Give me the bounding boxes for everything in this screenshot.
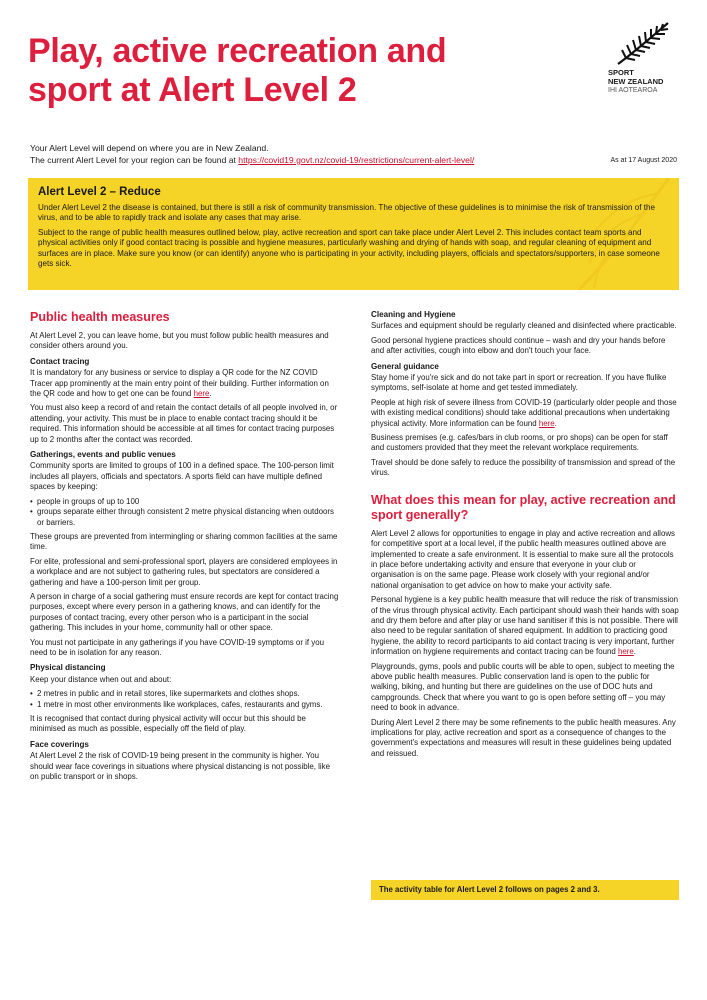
general-guidance-heading: General guidance — [371, 361, 439, 371]
general-p2-text: People at high risk of severe illness from COVID-19 (particularly older people and those with existing medical conditions) should take additional precautions when undertaking physical activity. More information can be found — [371, 397, 677, 428]
gatherings-paragraph-4: A person in charge of a social gathering must ensure records are kept for contact tracing purposes, except where every person in a gathering knows, and can identify for the purposes of contact tracing, every other person who is a participant in the social gathering. This includes in your home, community hall or other space. — [30, 591, 339, 633]
gatherings-heading: Gatherings, events and public venues — [30, 450, 176, 460]
intro-line-2 — [30, 154, 690, 166]
intro-text — [30, 142, 690, 166]
contact-tracing-paragraph-2: You must also keep a record of and retain the contact details of all people involved in, or attending, your activity. This must be in place to enable contact tracing should it be required. This information should be accessible at all times for contact tracing purposes up to 2 months after the contact was recorded. — [30, 403, 338, 444]
sport-nz-logo — [608, 20, 684, 95]
contact-tracing-paragraph-1 — [30, 368, 340, 399]
physical-distancing-heading: Physical distancing — [30, 663, 106, 673]
alert-box-title: Alert Level 2 – Reduce — [38, 186, 161, 198]
general-paragraph-2 — [371, 398, 679, 429]
gatherings-paragraph-1: Community sports are limited to groups of 100 in a defined space. The 100-person limit includes all players, officials and spectators. A sports field can have multiple defined spaces by keeping: — [30, 461, 334, 492]
silver-fern-icon — [614, 20, 672, 66]
meaning-p2-text: Personal hygiene is a key public health measure that will reduce the risk of transmission of the virus through physical activity. Each participant should wash their hands with soap and dry them before and after play or use hand sanitiser if this is not possible. There will also need to be regular sanitation of shared equipment. In addition to practicing good hygiene, the ability to record participants to aid contact tracing is very important, further information on hygiene requirements and contact tracing can be found — [371, 595, 679, 657]
high-risk-here-link[interactable]: here — [538, 418, 555, 428]
cleaning-heading: Cleaning and Hygiene — [371, 310, 456, 319]
gatherings-paragraph-5: You must not participate in any gatherings if you have COVID-19 symptoms or if you need to be in isolation for any reason. — [30, 637, 324, 657]
alert-level-box — [28, 178, 679, 290]
public-health-heading: Public health measures — [30, 310, 170, 324]
gatherings-list — [30, 497, 340, 528]
face-coverings-heading: Face coverings — [30, 739, 89, 749]
logo-line-sport: SPORT — [608, 68, 634, 77]
qr-code-here-link[interactable]: here — [193, 389, 210, 399]
meaning-paragraph-3: Playgrounds, gyms, pools and public courts will be able to open, subject to meeting the above public health measures. Public conservation land is open to the public for walking, biking, and hunting but there are guidelines on the use of DOC huts and campgrounds. Check that where you want to go is open before setting off – you may need to book in advance. — [371, 661, 675, 713]
physical-distancing-paragraph-2: It is recognised that contact during physical activity will occur but this should be minimised as much as possible, especially off the field of play. — [30, 714, 306, 734]
alert-box-paragraph-1: Under Alert Level 2 the disease is contained, but there is still a risk of community transmission. The objective of these guidelines is to minimise the risk of transmission of the virus, and to be able to rapidly track and isolate any cases that may arise. — [38, 203, 656, 223]
intro-line-2-text: The current Alert Level for your region can be found at — [30, 155, 236, 165]
physical-distancing-list — [30, 689, 340, 710]
title-line-1: Play, active recreation and — [28, 32, 447, 70]
meaning-p2-end: . — [633, 647, 636, 657]
public-health-intro: At Alert Level 2, you can leave home, but you must follow public health measures and consider others around you. — [30, 331, 329, 351]
physical-distancing-paragraph-1: Keep your distance when out and about: — [30, 674, 172, 684]
logo-line-nz: NEW ZEALAND — [608, 77, 664, 86]
alert-level-link[interactable]: https://covid19.govt.nz/covid-19/restrictions/current-alert-level/ — [238, 155, 475, 165]
right-column — [371, 310, 679, 763]
list-item: • 2 metres in public and in retail stores, like supermarkets and clothes shops. — [30, 689, 340, 699]
meaning-heading: What does this mean for play, active recreation and sport generally? — [371, 492, 676, 522]
general-p2-end: . — [554, 418, 557, 428]
contact-tracing-p1-end: . — [209, 389, 212, 399]
page-title — [28, 32, 588, 110]
activity-table-note: The activity table for Alert Level 2 follows on pages 2 and 3. — [371, 880, 679, 900]
gatherings-paragraph-3: For elite, professional and semi-professional sport, players are considered employees in a workplace and are not subject to gathering rules, but spectators are considered a gathering and have a 100-person limit per group. — [30, 556, 338, 587]
face-coverings-paragraph-1: At Alert Level 2 the risk of COVID-19 being present in the community is higher. You should wear face coverings in situations where physical distancing is not possible, like on public transport or in shops. — [30, 751, 331, 782]
meaning-paragraph-1: Alert Level 2 allows for opportunities to engage in play and active recreation and allows for competitive sport at a local level, if the public health measures outlined above are implemented to create a safe environment. It is essential to make sure all the protocols in place before undertaking activity and ensure that everyone in your club or organisation is on the same page. Please work closely with your regional and/or national organisation to get advice on how to make your activity safe. — [371, 528, 675, 590]
meaning-paragraph-4: During Alert Level 2 there may be some refinements to the public health measures. Any implications for play, active recreation and sport as a consequence of changes to the government's expectations and measures will result in these guidelines being updated and reissued. — [371, 717, 676, 758]
left-column — [30, 310, 340, 786]
intro-line-1: Your Alert Level will depend on where you are in New Zealand. — [30, 143, 269, 153]
cleaning-paragraph-1: Surfaces and equipment should be regularly cleaned and disinfected where practicable. — [371, 321, 677, 331]
logo-line-maori: IHI AOTEAROA — [608, 87, 658, 94]
title-line-2: sport at Alert Level 2 — [28, 71, 357, 109]
hygiene-here-link[interactable]: here — [617, 647, 634, 657]
gatherings-paragraph-2: These groups are prevented from intermingling or sharing common facilities at the same time. — [30, 531, 338, 552]
contact-tracing-heading: Contact tracing — [30, 356, 90, 366]
contact-tracing-p1-text: It is mandatory for any business or service to display a QR code for the NZ COVID Tracer app prominently at the main entry point of their building. Further information on the QR code and how to get one can be found — [30, 368, 329, 399]
cleaning-paragraph-2: Good personal hygiene practices should continue – wash and dry your hands before and after activities, cough into elbow and don't touch your face. — [371, 335, 666, 356]
as-at-date: As at 17 August 2020 — [610, 157, 677, 164]
general-paragraph-3: Business premises (e.g. cafes/bars in club rooms, or pro shops) can be open for staff and customers provided that they meet the relevant workplace requirements. — [371, 433, 668, 453]
list-item: • 1 metre in most other environments like workplaces, cafes, restaurants and gyms. — [30, 700, 340, 710]
alert-box-paragraph-2: Subject to the range of public health measures outlined below, play, active recreation and sport can take place under Alert Level 2. This includes contact team sports and physical activities only if good contact tracing is possible and hygiene measures, particularly washing and drying of hands with soap, and regular cleaning of equipment and surfaces are in place. Make sure you know (or can identify) anyone who is participating in your activity, including players, officials and spectators/supporters, in case someone gets sick. — [38, 227, 660, 269]
general-paragraph-1: Stay home if you're sick and do not take part in sport or recreation. If you have flulike symptoms, self-isolate at home and get tested immediately. — [371, 373, 667, 393]
list-item: • groups separate either through consistent 2 metre physical distancing when outdoors or barriers. — [30, 507, 340, 528]
meaning-paragraph-2 — [371, 595, 679, 657]
list-item: • people in groups of up to 100 — [30, 497, 340, 507]
general-paragraph-4: Travel should be done safely to reduce the possibility of transmission and spread of the virus. — [371, 457, 676, 478]
